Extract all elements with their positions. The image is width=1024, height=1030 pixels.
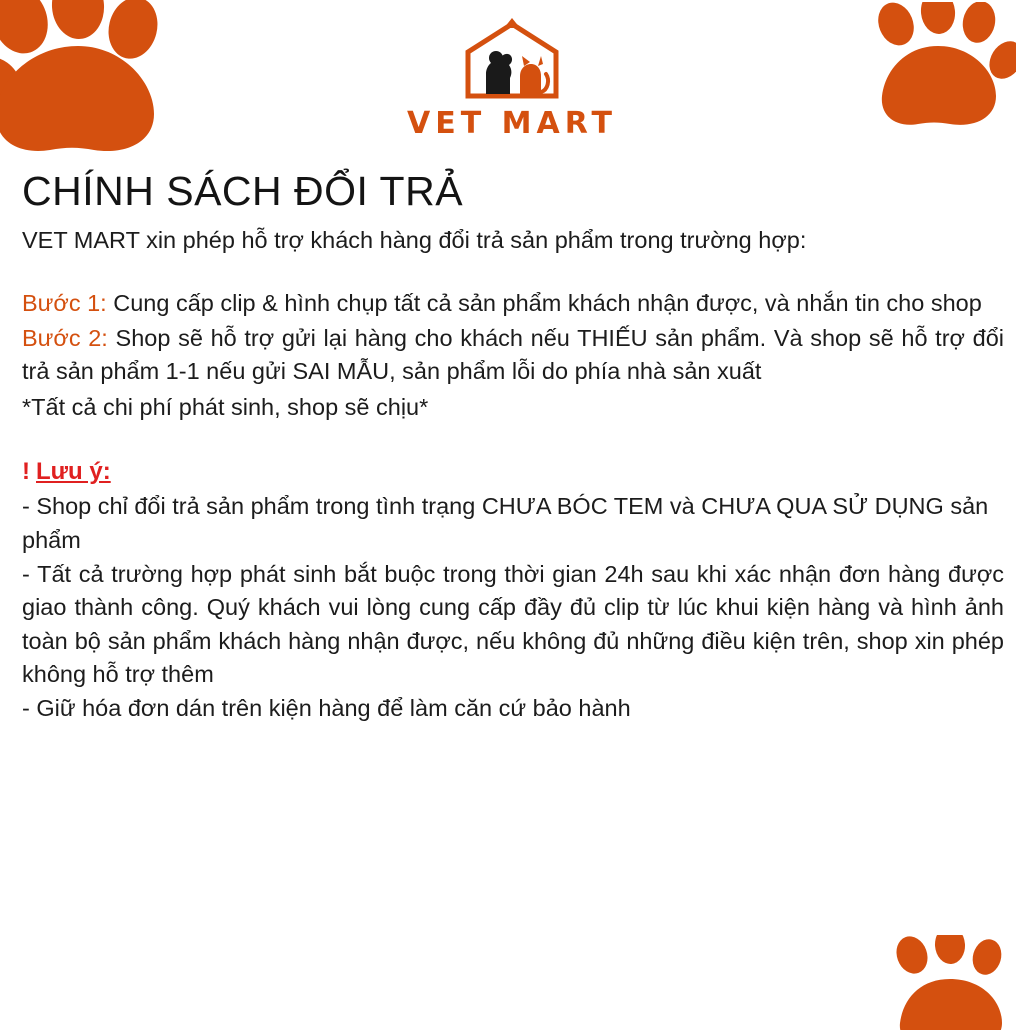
policy-cost-note: *Tất cả chi phí phát sinh, shop sẽ chịu* [22, 393, 429, 420]
policy-subtitle: VET MART xin phép hỗ trợ khách hàng đổi trả sản phẩm trong trường hợp: [22, 227, 807, 253]
policy-step-2-text: Shop sẽ hỗ trợ gửi lại hàng cho khách nếu THIẾU sản phẩm. Và shop sẽ hỗ trợ đổi trả sản phẩm 1-1 nếu gửi SAI MẪU, sản phẩm lỗi do phía nhà sản xuất [22, 325, 1004, 385]
exclamation-mark-icon: ! [22, 458, 30, 486]
policy-document [22, 168, 1004, 727]
note-heading-label: Lưu ý: [36, 458, 111, 486]
paw-print-decoration-bottom-right [890, 935, 1010, 1030]
note-item-2: - Tất cả trường hợp phát sinh bắt buộc trong thời gian 24h sau khi xác nhận đơn hàng được giao thành công. Quý khách vui lòng cung cấp đầy đủ clip từ lúc khui kiện hàng và hình ảnh toàn bộ sản phẩm khách hàng nhận được, nếu không đủ những điều kiện trên, shop xin phép không hỗ trợ thêm [22, 560, 1004, 687]
policy-step-1-text: Cung cấp clip & hình chụp tất cả sản phẩm khách nhận được, và nhắn tin cho shop [113, 289, 982, 316]
note-item-3: - Giữ hóa đơn dán trên kiện hàng để làm căn cứ bảo hành [22, 695, 631, 722]
policy-step-1-label: Bước 1: [22, 289, 107, 316]
brand-header [0, 18, 1024, 141]
policy-step-2 [22, 322, 1004, 389]
policy-step-1 [22, 287, 1004, 320]
policy-step-2-label: Bước 2: [22, 325, 108, 352]
pet-house-dog-cat-icon [452, 18, 572, 102]
page-title: CHÍNH SÁCH ĐỔI TRẢ [22, 168, 464, 214]
note-list [22, 490, 1004, 726]
brand-name: VET MART [407, 106, 617, 141]
note-item-1: - Shop chỉ đổi trả sản phẩm trong tình trạng CHƯA BÓC TEM và CHƯA QUA SỬ DỤNG sản phẩm [22, 493, 989, 553]
note-heading [22, 458, 1004, 486]
